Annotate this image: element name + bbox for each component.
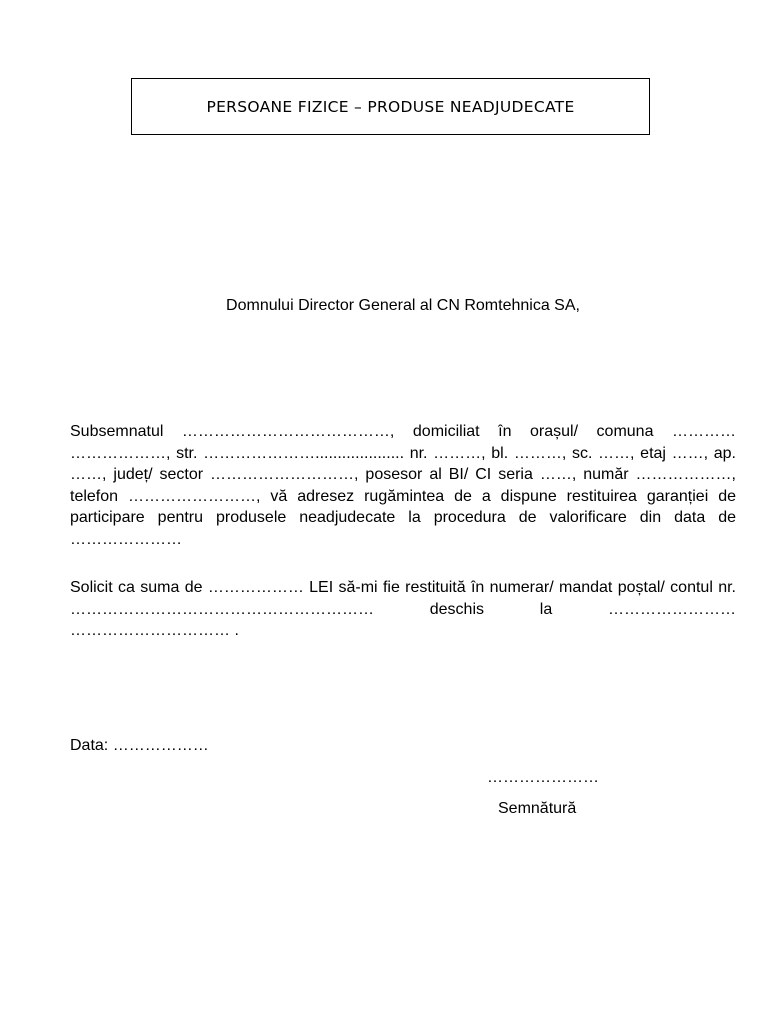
refund-paragraph: Solicit ca suma de ……………… LEI să-mi fie restituită în numerar/ mandat poștal/ contul nr. ………………………………………………… deschis la …………………… ………………………… . — [70, 579, 736, 639]
date-field: Data: ……………… — [70, 737, 209, 754]
request-paragraph: Subsemnatul …………………………………, domiciliat în orașul/ comuna ………… ………………, str. ………………….................... nr. ………, bl. ………, sc. ……, etaj ……, ap. ……, județ/ sector ………………………, posesor al BI/ CI seria ……, număr ………………, telefon ……………………, vă adresez rugămintea de a dispune restituirea garanției de participare pentru produsele neadjudecate la procedura de valorificare din data de ………………… — [70, 423, 736, 548]
addressee-line: Domnului Director General al CN Romtehnica SA, — [226, 297, 580, 314]
document-title: PERSOANE FIZICE – PRODUSE NEADJUDECATE — [206, 97, 575, 116]
title-box — [131, 78, 650, 135]
signature-line: ………………… — [487, 769, 599, 786]
signature-label: Semnătură — [498, 800, 577, 817]
